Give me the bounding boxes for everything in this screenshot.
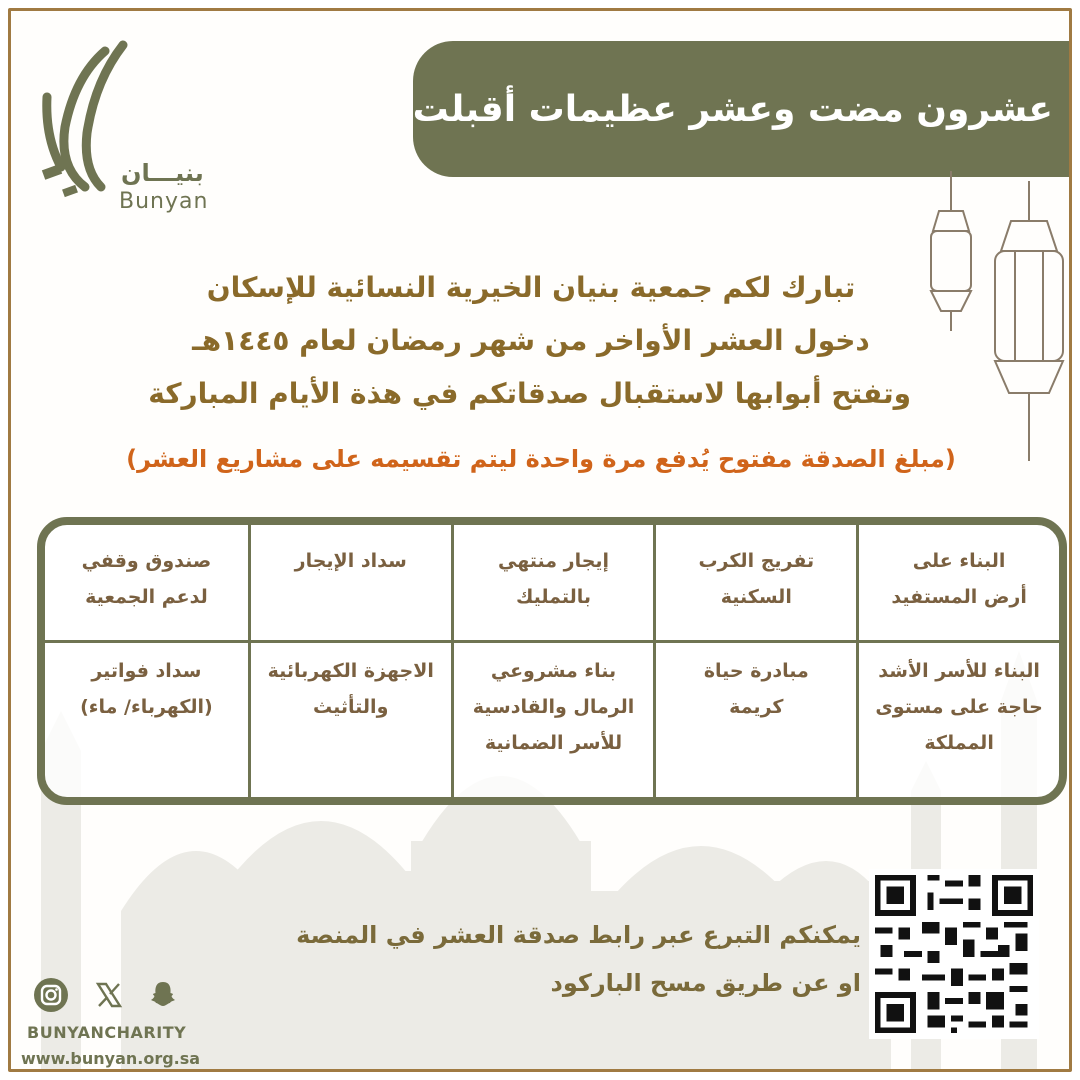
- project-cell: بناء مشروعي الرمال والقادسية للأسر الضمانية: [451, 643, 654, 797]
- projects-table: [37, 517, 1067, 805]
- project-cell: تفريج الكرب السكنية: [653, 525, 856, 643]
- brand-name-english: Bunyan: [119, 189, 209, 214]
- project-cell: صندوق وقفي لدعم الجمعية: [45, 525, 248, 643]
- ramadan-lanterns-decoration: [911, 171, 1071, 471]
- project-cell: مبادرة حياة كريمة: [653, 643, 856, 797]
- project-cell: سداد الإيجار: [248, 525, 451, 643]
- donate-line-1: يمكنكم التبرع عبر رابط صدقة العشر في المنصة: [296, 921, 861, 949]
- intro-line-1: تبارك لكم جمعية بنيان الخيرية النسائية للإسكان: [206, 271, 856, 304]
- poster-frame: [8, 8, 1072, 1072]
- social-handle: BUNYANCHARITY: [27, 1023, 187, 1042]
- donation-instructions: [261, 911, 861, 1007]
- donation-note: (مبلغ الصدقة مفتوح يُدفع مرة واحدة ليتم تقسيمه على مشاريع العشر): [126, 445, 956, 473]
- project-cell: البناء على أرض المستفيد: [856, 525, 1059, 643]
- intro-line-3: وتفتح أبوابها لاستقبال صدقاتكم في هذة الأيام المباركة: [148, 377, 911, 410]
- project-cell: البناء للأسر الأشد حاجة على مستوى المملكة: [856, 643, 1059, 797]
- brand-name-arabic: بنيـــان: [121, 159, 204, 187]
- snapchat-icon[interactable]: [143, 975, 183, 1015]
- donate-line-2: او عن طريق مسح الباركود: [550, 969, 861, 997]
- social-icons: [31, 975, 191, 1021]
- project-cell: الاجهزة الكهربائية والتأثيث: [248, 643, 451, 797]
- intro-line-2: دخول العشر الأواخر من شهر رمضان لعام ١٤٤٥هـ: [192, 324, 870, 357]
- x-icon[interactable]: [89, 975, 129, 1015]
- intro-text: [148, 261, 911, 420]
- instagram-icon[interactable]: [31, 975, 71, 1015]
- header-banner: [413, 41, 1072, 177]
- website-link[interactable]: www.bunyan.org.sa: [21, 1049, 201, 1068]
- project-cell: سداد فواتير (الكهرباء/ ماء): [80, 660, 213, 718]
- project-cell: إيجار منتهي بالتمليك: [451, 525, 654, 643]
- header-title: عشرون مضت وعشر عظيمات أقبلت: [412, 88, 1053, 130]
- donation-qr-code[interactable]: [869, 869, 1039, 1039]
